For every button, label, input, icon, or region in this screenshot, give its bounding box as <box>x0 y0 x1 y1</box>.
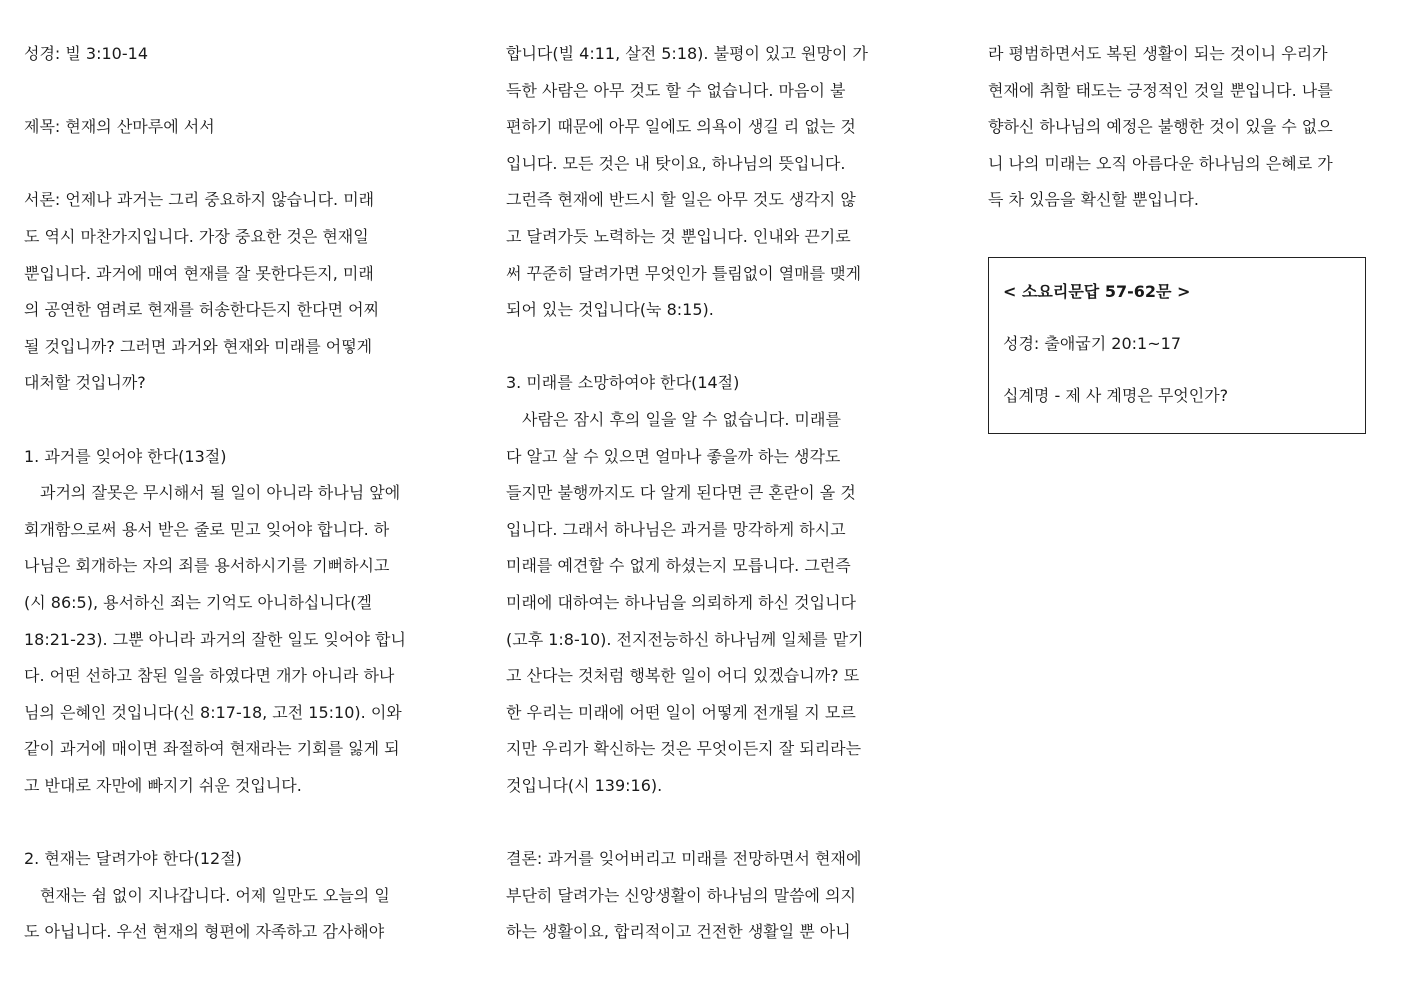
text-line: 사람은 잠시 후의 일을 알 수 없습니다. 미래를 <box>522 409 841 429</box>
text-line: 님의 은혜인 것입니다(신 8:17-18, 고전 15:10). 이와 <box>24 702 402 722</box>
point-1-paragraph <box>24 475 454 804</box>
text-line: (시 86:5), 용서하신 죄는 기억도 아니하십니다(겔 <box>24 592 372 612</box>
sermon-title: 제목: 현재의 산마루에 서서 <box>24 117 215 137</box>
point-1-heading: 1. 과거를 잊어야 한다(13절) <box>24 446 227 466</box>
point-2-heading: 2. 현재는 달려가야 한다(12절) <box>24 849 242 869</box>
text-line: 그런즉 현재에 반드시 할 일은 아무 것도 생각지 않 <box>506 190 856 210</box>
catechism-title: < 소요리문답 57-62문 > <box>1003 282 1191 301</box>
column-left <box>24 36 454 951</box>
text-line: 나님은 회개하는 자의 죄를 용서하시기를 기뻐하시고 <box>24 556 390 576</box>
catechism-question: 십계명 - 제 사 계명은 무엇인가? <box>1003 386 1229 405</box>
text-line: 미래를 예견할 수 없게 하셨는지 모릅니다. 그런즉 <box>506 556 851 576</box>
text-line: 미래에 대하여는 하나님을 의뢰하게 하신 것입니다 <box>506 592 857 612</box>
catechism-box <box>988 257 1366 434</box>
text-line: 18:21-23). 그뿐 아니라 과거의 잘한 일도 잊어야 합니 <box>24 629 406 649</box>
text-line: 부단히 달려가는 신앙생활이 하나님의 말씀에 의지 <box>506 885 857 905</box>
text-line: 결론: 과거를 잊어버리고 미래를 전망하면서 현재에 <box>506 849 862 869</box>
catechism-scripture: 성경: 출애굽기 20:1~17 <box>1003 334 1181 353</box>
point-2-paragraph <box>24 878 454 951</box>
text-line: 하는 생활이요, 합리적이고 건전한 생활일 뿐 아니 <box>506 922 851 942</box>
text-line: 입니다. 그래서 하나님은 과거를 망각하게 하시고 <box>506 519 846 539</box>
text-line: (고후 1:8-10). 전지전능하신 하나님께 일체를 맡기 <box>506 629 864 649</box>
point-3-heading: 3. 미래를 소망하여야 한다(14절) <box>506 373 740 393</box>
text-line: 될 것입니까? 그러면 과거와 현재와 미래를 어떻게 <box>24 336 373 356</box>
text-line: 도 아닙니다. 우선 현재의 형편에 자족하고 감사해야 <box>24 922 385 942</box>
text-line: 니 나의 미래는 오직 아름다운 하나님의 은혜로 가 <box>988 153 1333 173</box>
text-line: 회개함으로써 용서 받은 줄로 믿고 잊어야 합니다. 하 <box>24 519 390 539</box>
text-line: 써 꾸준히 달려가면 무엇인가 틀림없이 열매를 맺게 <box>506 263 862 283</box>
text-line: 편하기 때문에 아무 일에도 의욕이 생길 리 없는 것 <box>506 117 856 137</box>
text-line: 지만 우리가 확신하는 것은 무엇이든지 잘 되리라는 <box>506 739 862 759</box>
text-line: 고 반대로 자만에 빠지기 쉬운 것입니다. <box>24 775 302 795</box>
conclusion-paragraph <box>506 841 910 951</box>
text-line: 다. 어떤 선하고 참된 일을 하였다면 개가 아니라 하나 <box>24 666 395 686</box>
text-line: 라 평범하면서도 복된 생활이 되는 것이니 우리가 <box>988 44 1328 63</box>
text-line: 도 역시 마찬가지입니다. 가장 중요한 것은 현재일 <box>24 226 369 246</box>
text-line: 대처할 것입니까? <box>24 373 146 393</box>
scripture-reference: 성경: 빌 3:10-14 <box>24 44 148 63</box>
text-line: 되어 있는 것입니다(눅 8:15). <box>506 300 714 320</box>
text-line: 같이 과거에 매이면 좌절하여 현재라는 기회를 잃게 되 <box>24 739 400 759</box>
text-line: 서론: 언제나 과거는 그리 중요하지 않습니다. 미래 <box>24 190 375 210</box>
point-3-paragraph <box>506 402 910 805</box>
introduction-paragraph <box>24 182 454 402</box>
text-line: 고 산다는 것처럼 행복한 일이 어디 있겠습니까? 또 <box>506 666 860 686</box>
text-line: 뿐입니다. 과거에 매여 현재를 잘 못한다든지, 미래 <box>24 263 374 283</box>
text-line: 득 차 있음을 확신할 뿐입니다. <box>988 190 1199 210</box>
point-2-paragraph-continued <box>506 36 910 329</box>
conclusion-paragraph-continued <box>988 36 1384 219</box>
text-line: 현재에 취할 태도는 긍정적인 것일 뿐입니다. 나를 <box>988 80 1333 100</box>
column-middle <box>506 36 910 951</box>
text-line: 향하신 하나님의 예정은 불행한 것이 있을 수 없으 <box>988 117 1333 137</box>
text-line: 과거의 잘못은 무시해서 될 일이 아니라 하나님 앞에 <box>40 483 401 503</box>
text-line: 다 알고 살 수 있으면 얼마나 좋을까 하는 생각도 <box>506 446 841 466</box>
text-line: 의 공연한 염려로 현재를 허송한다든지 한다면 어찌 <box>24 300 380 320</box>
text-line: 합니다(빌 4:11, 살전 5:18). 불평이 있고 원망이 가 <box>506 44 868 63</box>
column-right <box>988 36 1384 219</box>
text-line: 현재는 쉼 없이 지나갑니다. 어제 일만도 오늘의 일 <box>40 885 390 905</box>
text-line: 한 우리는 미래에 어떤 일이 어떻게 전개될 지 모르 <box>506 702 856 722</box>
text-line: 들지만 불행까지도 다 알게 된다면 큰 혼란이 올 것 <box>506 483 856 503</box>
text-line: 득한 사람은 아무 것도 할 수 없습니다. 마음이 불 <box>506 80 846 100</box>
text-line: 것입니다(시 139:16). <box>506 775 663 795</box>
text-line: 입니다. 모든 것은 내 탓이요, 하나님의 뜻입니다. <box>506 153 846 173</box>
text-line: 고 달려가듯 노력하는 것 뿐입니다. 인내와 끈기로 <box>506 226 851 246</box>
